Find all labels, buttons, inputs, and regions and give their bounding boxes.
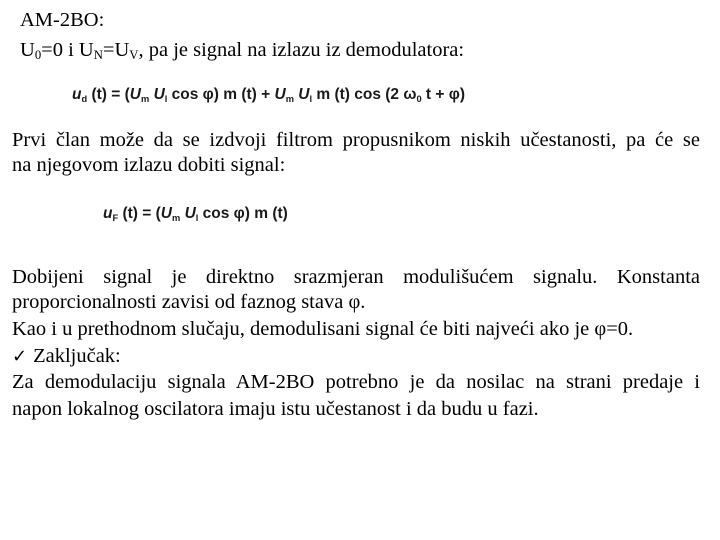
paragraph-proportional-line-1: Dobijeni signal je direktno srazmjeran modulišućem signalu. Konstanta [12,266,700,288]
conclusion-line-1: Za demodulaciju signala AM-2BO potrebno je da nosilac na strani predaje i [12,371,700,393]
slide-heading: AM-2BO: [20,9,105,31]
paragraph-maximum-line: Kao i u prethodnom slučaju, demodulisani signal će biti najveći ako je φ=0. [12,318,634,340]
conclusion-line-2: napon lokalnog oscilatora imaju istu učestanost i da budu u fazi. [12,398,539,420]
equation-filter-output: $u_F$ $(t) = (U_m$ $U_l$ cos φ) m (t) [103,205,288,223]
paragraph-filter-line-1: Prvi član može da se izdvoji filtrom propusnikom niskih učestanosti, pa će se [12,129,700,151]
paragraph-filter-line-2: na njegovom izlazu dobiti signal: [12,154,286,176]
conclusion-label: ✓ Zaključak: [12,345,121,367]
condition-line: $U_0=0$ i $U_N=U_V$, pa je signal na izlazu iz demodulatora: [20,39,465,62]
equation-demodulator-output: $u_d$ $(t) = (U_m$ $U_l$ cos φ) m $(t) + U_m$ $U_l$ m (t) cos (2 $\omega_0$ t + φ) [72,86,466,104]
paragraph-proportional-line-2: proporcionalnosti zavisi od faznog stava φ. [12,291,366,313]
checkmark-icon: ✓ [12,346,28,367]
